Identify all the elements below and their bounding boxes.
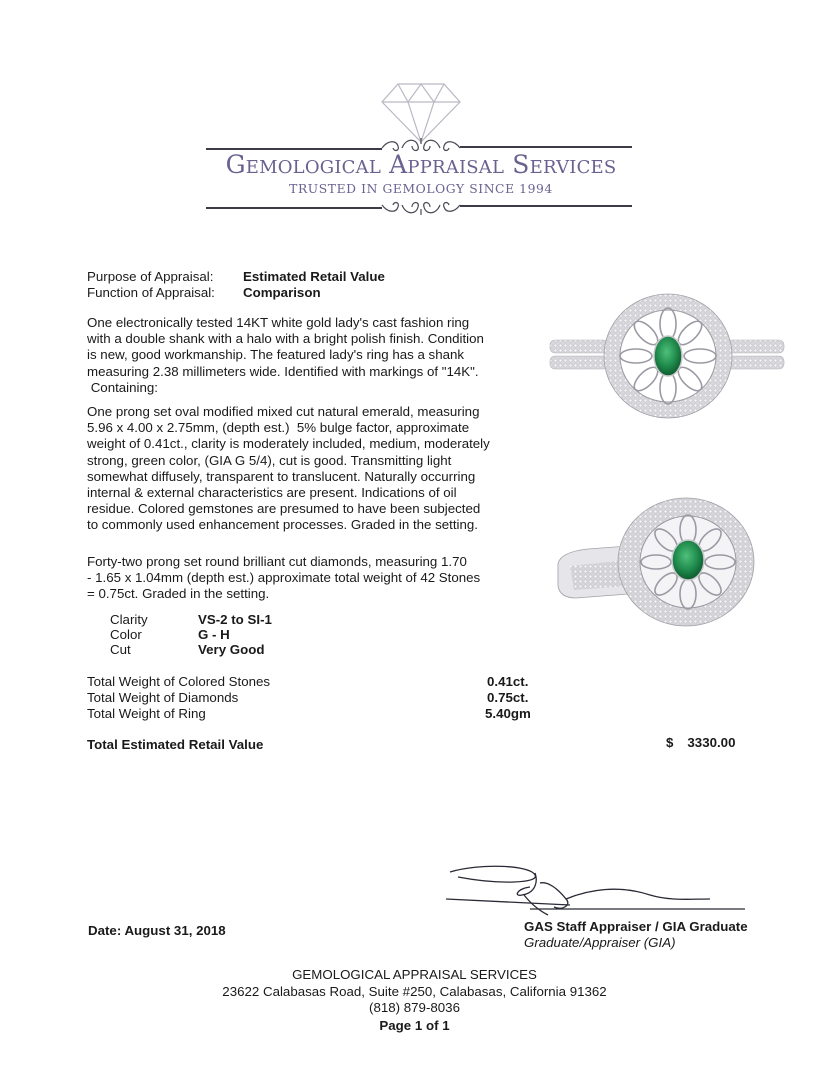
header-rule-top-right xyxy=(460,146,632,148)
spec-row-clarity xyxy=(110,612,272,628)
function-row xyxy=(87,285,321,301)
spec-row-cut xyxy=(110,642,265,658)
text-line: somewhat diffusely, transparent to translucent. Naturally occurring xyxy=(87,468,476,484)
purpose-row xyxy=(87,269,385,285)
diamond-icon xyxy=(378,80,464,144)
purpose-label: Purpose of Appraisal: xyxy=(87,269,214,284)
text-line: weight of 0.41ct., clarity is moderately included, medium, moderately xyxy=(87,436,490,452)
footer-address: 23622 Calabasas Road, Suite #250, Calabasas, California 91362 xyxy=(222,984,607,999)
appraiser-credentials: Graduate/Appraiser (GIA) xyxy=(524,935,676,950)
spec-label: Color xyxy=(110,627,142,642)
page-number: Page 1 of 1 xyxy=(379,1018,450,1033)
appraisal-date: Date: August 31, 2018 xyxy=(88,923,226,938)
footer-company: GEMOLOGICAL APPRAISAL SERVICES xyxy=(292,967,537,982)
total-label: Total Weight of Colored Stones xyxy=(87,674,271,689)
total-label: Total Weight of Diamonds xyxy=(87,690,239,705)
spec-value: G - H xyxy=(198,627,230,642)
footer-phone: (818) 879-8036 xyxy=(369,1000,460,1015)
total-row-ring xyxy=(87,706,531,722)
text-line: = 0.75ct. Graded in the setting. xyxy=(87,586,270,602)
total-value: 5.40gm xyxy=(485,706,531,721)
text-line: residue. Colored gemstones are presumed to have been subjected xyxy=(87,501,481,517)
appraiser-signature xyxy=(440,855,750,920)
text-line: is new, good workmanship. The featured lady's ring has a shank xyxy=(87,347,465,363)
ring-front-image xyxy=(548,288,788,438)
item-description xyxy=(87,315,484,396)
spec-row-color xyxy=(110,627,230,643)
text-line: internal & external characteristics are present. Indications of oil xyxy=(87,485,457,501)
text-line: measuring 2.38 millimeters wide. Identified with markings of "14K". xyxy=(87,363,479,379)
spec-value: Very Good xyxy=(198,642,265,657)
text-line: - 1.65 x 1.04mm (depth est.) approximate total weight of 42 Stones xyxy=(87,570,481,586)
header-rule-bottom-right xyxy=(460,205,632,207)
grand-total-value xyxy=(666,735,735,750)
function-label: Function of Appraisal: xyxy=(87,285,215,300)
function-value: Comparison xyxy=(243,285,321,300)
header-rule-bottom-left xyxy=(206,207,382,209)
text-line: to commonly used enhancement processes. Graded in the setting. xyxy=(87,517,478,533)
text-line: 5.96 x 4.00 x 2.75mm, (depth est.) 5% bulge factor, approximate xyxy=(87,420,470,436)
text-line: One electronically tested 14KT white gold lady's cast fashion ring xyxy=(87,315,470,330)
text-line: strong, green color, (GIA G 5/4), cut is good. Transmitting light xyxy=(87,452,452,468)
diamond-description xyxy=(87,554,480,603)
total-row-colored-stones xyxy=(87,674,529,690)
total-row-diamonds xyxy=(87,690,529,706)
grand-total-label: Total Estimated Retail Value xyxy=(87,737,264,752)
text-line: with a double shank with a halo with a bright polish finish. Condition xyxy=(87,331,484,347)
ring-side-image xyxy=(548,494,788,639)
text-line: Containing: xyxy=(87,379,158,395)
total-value: 0.41ct. xyxy=(487,674,529,689)
currency-symbol: $ xyxy=(666,735,674,750)
total-label: Total Weight of Ring xyxy=(87,706,206,721)
company-tagline: TRUSTED IN GEMOLOGY SINCE 1994 xyxy=(289,182,553,196)
spec-value: VS-2 to SI-1 xyxy=(198,612,272,627)
company-name: Gemological Appraisal Services xyxy=(225,150,617,179)
company-logo xyxy=(0,0,829,230)
text-line: Forty-two prong set round brilliant cut diamonds, measuring 1.70 xyxy=(87,554,467,569)
text-line: One prong set oval modified mixed cut natural emerald, measuring xyxy=(87,404,480,419)
total-value: 0.75ct. xyxy=(487,690,529,705)
grand-total-amount: 3330.00 xyxy=(687,735,736,750)
appraiser-title: GAS Staff Appraiser / GIA Graduate xyxy=(524,919,748,934)
spec-label: Cut xyxy=(110,642,131,657)
flourish-ornament-icon xyxy=(380,197,462,217)
emerald-description xyxy=(87,404,490,534)
purpose-value: Estimated Retail Value xyxy=(243,269,385,284)
spec-label: Clarity xyxy=(110,612,148,627)
